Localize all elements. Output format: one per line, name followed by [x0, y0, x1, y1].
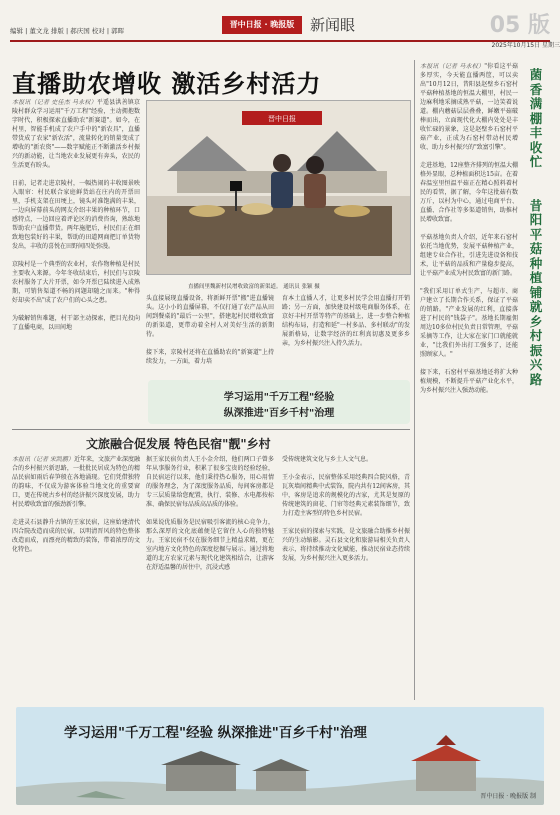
bottom-banner — [16, 707, 544, 805]
vertical-headline-char: 棚 — [529, 110, 543, 126]
vertical-headline-char: 昔 — [529, 197, 543, 213]
mushroom-byline: 本报讯（记者 马永权） — [420, 63, 485, 70]
culture-article-column-1 — [12, 455, 140, 693]
vertical-headline-char: 满 — [529, 96, 543, 111]
culture-article-column-3 — [282, 455, 410, 693]
vertical-headline-char: 菌 — [529, 67, 543, 82]
vertical-headline-char: 种 — [529, 255, 543, 271]
vertical-headline-char — [522, 170, 550, 185]
culture-byline: 本报讯（记者 宋凯鹏） — [12, 456, 74, 463]
issue-date: 2025年10月15日 星期三 — [491, 42, 560, 49]
lead-article-column-1 — [12, 98, 140, 418]
lead-article-column-3 — [282, 294, 410, 376]
photo-banner-text: 晋中日报 — [268, 115, 296, 123]
culture-headline: 文旅融合促发展 特色民宿"靓"乡村 — [86, 437, 271, 451]
mushroom-article — [420, 62, 518, 702]
section-divider — [12, 429, 410, 430]
vertical-headline-char: 乡 — [529, 313, 543, 329]
slogan-box — [148, 380, 410, 424]
culture-text-3: 受传统建筑文化与乡土人文气息。 王小金表示，民宿整体采用经典四合院风格，青瓦灰墙间精典中式装饰，院内共有12间客房，其中，客房是追求的规模化的古家，尤其是复原的传统建筑的窗花、门帘等经典元素装饰细节，致力打造主客型的特色乡村民宿。 王家民宿的探索与实践，是文旅融合助推乡村振兴的生动缩影。灵石县文化和旅游局相关负责人表示，将持续推动文化赋能，推动民宿业态持续发展，为乡村振兴注入更多活力。 — [282, 456, 410, 562]
vertical-headline-char: 香 — [529, 81, 543, 97]
lead-text-2: 头直接展现直播设备，将新鲜开票"搬"进直播镜头。这小小的直播屏幕，不仅打通了农产品从田间到餐桌的"最后一公里"，搭建起村民增收致富的新渠道，更带动着全村人对美好生活的新期待。 接下来，京陵村还将在直播助农的"新赛道"上持续发力，一方面，着力培 — [146, 295, 274, 365]
banner-slogan: 学习运用"千万工程"经验 纵深推进"百乡千村"治理 — [64, 725, 367, 741]
banner-village-illustration — [16, 707, 544, 805]
page-number: 05 版 — [489, 13, 550, 38]
vertical-headline-char: 路 — [529, 371, 543, 387]
newspaper-logo: 晋中日报 · 晚报版 — [222, 16, 302, 34]
culture-text-1: 近年来，文旅产业深度融合的乡村振兴新思路，一批批民居成为特色的精品民宿如雨后春笋般在各地涌现。它们凭借独特的韵味，不仅成为游客体验当地文化的重要窗口，更在传统古乡村的经济振兴深度发展，助力村民增收致富的强劲新引擎。 走进灵石县静升古镇的王家民宿，这座始建清代四合院改造而成的民宿，以明清晋风的特色整体改造而成，而漂亮的精致的装饰，带着浓厚的文化特色。 — [12, 456, 140, 553]
vertical-headline-char: 平 — [529, 226, 543, 242]
vertical-headline-char: 植 — [529, 270, 543, 285]
lead-article-column-2 — [146, 294, 274, 376]
column-divider — [414, 60, 415, 700]
main-headline: 直播助农增收 激活乡村活力 — [12, 70, 322, 98]
vertical-headline-char: 村 — [529, 328, 543, 343]
vertical-headline-char: 就 — [529, 299, 543, 314]
slogan-line-1: 学习运用"千万工程"经验 — [223, 392, 335, 403]
mushroom-text: "你看这平菇多厚实，今天能直播两筐，可以卖出"10月12日，昔阳县赵壁乡石窑村平菇种植基地的恒温大棚里，村民一边麻利地采摘成熟平菇，一边笑着说道。棚内蘑菇层层叠叠，鲜嫩平菇破棒而出，立面现代化大棚内处处是丰收忙碌的景象，这是赵壁乡石窑村平菇产业，正成为石窑村带动村民增收、助力乡村振兴的"致富引擎"。 走进基地，12座整齐排列的恒温大棚格外显眼，总种植面积达15亩。在着春温室里恒温平菇正在精心照料着村民的看管，据了解，今年这批菇有数万斤，以村为中心，通过电商平台、直播、合作社等多渠道销售，助推村民增收致富。 平菇基地负责人介绍，近年来石窑村依托当地优势，发展平菇种植产业，组建专业合作社，引进先进设备和技术，让平菇的品质和产量稳步提高，让平菇产业成为村民致富的新门路。 "我们采用订单式生产，与超市、商户建立了长期合作关系，保证了平菇的销路。"产业发展的红利，直接落进了村民的"钱袋子"。基地长期雇佣周边10多位村民负责日常管理，平菇采摘等工作，让大家在家门口就能就业，"比我们外出打工强多了，还能照顾家人。" 接下来，石窑村平菇基地还将扩大种植规模，不断提升平菇产业化水平，为乡村振兴注入强劲动能。 — [420, 63, 518, 394]
slogan-line-2: 纵深推进"百乡千村"治理 — [223, 408, 335, 419]
livestream-scene-illustration — [147, 101, 411, 275]
banner-credit: 晋中日报 · 晚报版 制 — [480, 793, 536, 800]
section-name: 新闻眼 — [310, 16, 356, 34]
vertical-headline-char — [522, 184, 550, 199]
vertical-headline-char: 阳 — [529, 212, 543, 227]
culture-article-column-2 — [146, 455, 274, 693]
masthead — [10, 8, 550, 42]
vertical-headline-char: 忙 — [529, 154, 543, 169]
lead-text-3: 育本土直播人才，让更多村民学会用直播打开销路；另一方面，加快建设村级电商服务体系，在京好丰村开票等特产的基础上，进一步整合种植结构布局，打造和延"一村多品、多村联动"的发展新格局，让数字经济的红利真切惠及更多乡亲，为乡村振兴注入持久活力。 — [282, 295, 410, 347]
vertical-headline-char: 兴 — [529, 357, 543, 372]
mushroom-vertical-headline — [522, 68, 550, 387]
livestream-photo — [146, 100, 411, 275]
vertical-headline-char: 丰 — [529, 125, 543, 140]
lead-text-1: 平遥县洪善镇京陵村群众学习运用"千万工程"经验，主动拥抱数字时代，积极探索直播助农"新赛道"。如今，在村里，智能手机成了农户手中的"新农具"，直播带货成了农家"新农活"，流量转化的销量变成了增收的"新农资"——数字赋能正不断激活乡村振兴的新动能，让当地农业发展更有奔头，农民的生活更有盼头。 日前，记者走进京陵村，一幅热闹的丰收图景映入眼帘：村民联合家庭鲜货站在庄内的开票田里，手机支架在田埂上，镜头对准饱满的丰果，一边向屏幕前头的网友介绍丰果的种植环节，口感特点，一边回应着评论区的消费咨询，熟练地帮助农户直播带货。两年施肥后，村民们正在细致地包装好的丰果，帮助的田道网商把订单货物发出，丰收的喜悦在田野间四处弥漫。 京陵村是一个典型的农业村，农作物种植是村民主要收入来源。今年冬收结束后，村民们与京陵农村服务了大片开票，如今开票已陆续进入成熟期，可销售渠道不畅的问题却随之而来。"种得好却卖不出"成了农户们的心头之患。 为破解销售难题，村干部主动探索，把目光投向了直播电商，以田间地 — [12, 99, 140, 331]
culture-text-2: 据王家民宿负责人王小金介绍，他们两口子曾多年从事服务行业，积累了很多宝贵的经验经验，自民宿运行以来，他们秉持热心服务，用心用情的服务理念，为了深度服务品质，每间客房都是专三层质量给您配置，执行、装修、水电都按标准、确保民宿每品质高品质的体验。 如果说优质服务是民宿吸引客流的核心竞争力，那么深厚的文化底蕴便是它留住人心的独特魅力。王家民宿不仅在服务细节上精益求精，更在室内地方文化特色的深度挖掘与展示。通过将地道的北方农家元素与现代化建筑相结合，让游客在舒适温馨的居住中，沉浸式感 — [146, 456, 274, 571]
lead-byline: 本报讯（记者 史佳杰 马永权） — [12, 99, 97, 106]
editor-credits: 编辑 | 董文龙 排版 | 郝庆国 校对 | 郭晖 — [10, 27, 125, 35]
vertical-headline-char: 振 — [529, 342, 543, 358]
vertical-headline-char: 收 — [529, 139, 543, 155]
vertical-headline-char: 铺 — [529, 284, 543, 300]
photo-caption: 直播间里魏新村民增收致富的新渠道。 通讯员 张颖 摄 — [188, 284, 320, 290]
vertical-headline-char: 菇 — [529, 241, 543, 256]
